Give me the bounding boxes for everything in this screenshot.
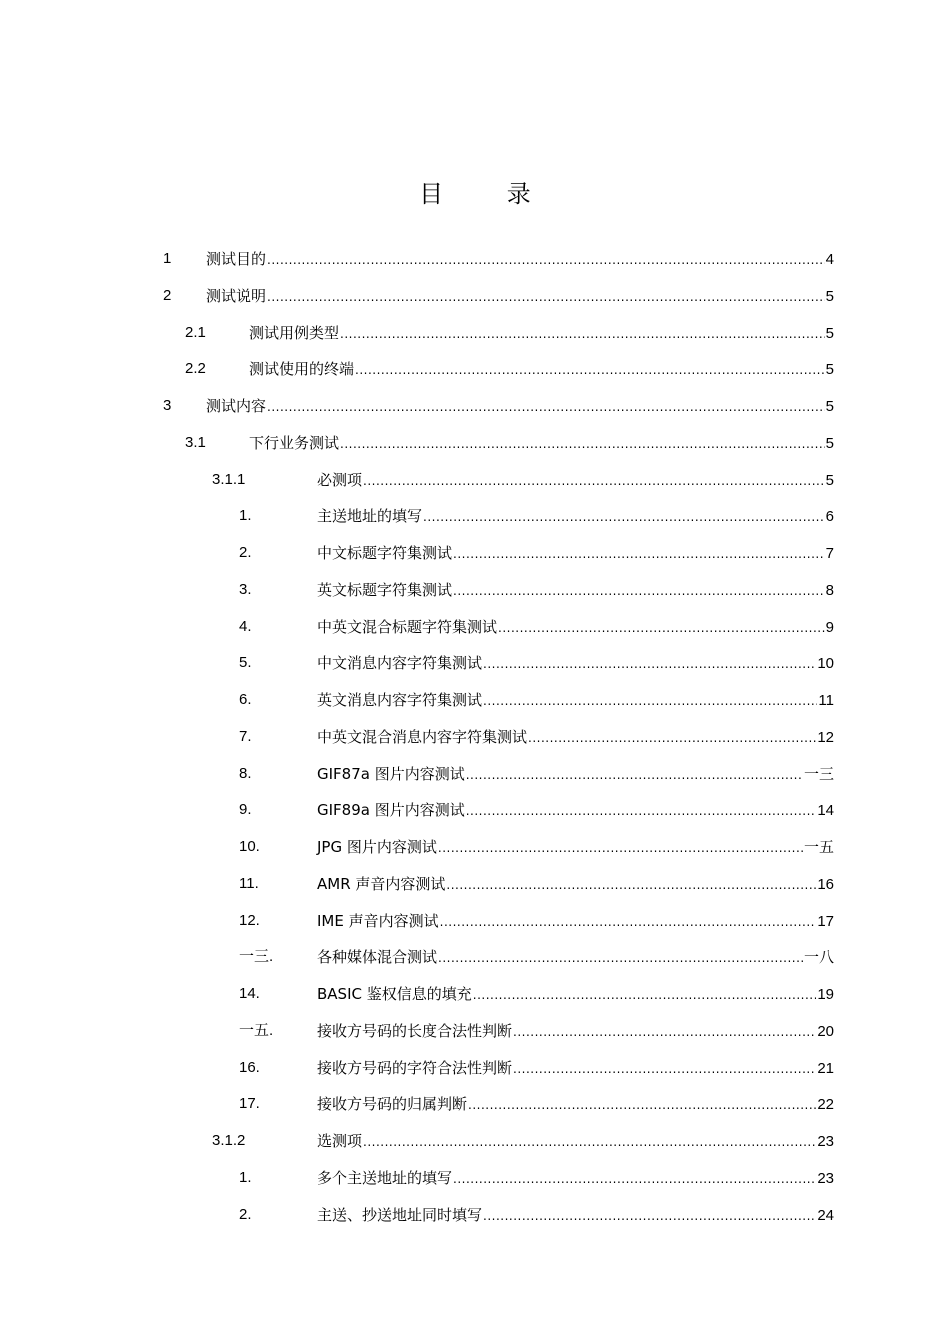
toc-entry-label: 接收方号码的归属判断 [317, 1095, 468, 1114]
toc-entry-page: 8 [825, 581, 834, 599]
dot-leader [267, 251, 825, 269]
toc-entry-label: BASIC 鉴权信息的填充 [317, 985, 472, 1003]
toc-entry-number: 8. [239, 764, 252, 782]
toc-entry[interactable] [0, 791, 950, 828]
toc-entry-link[interactable] [206, 250, 834, 269]
toc-entry-number: 12. [239, 911, 260, 929]
dot-leader [513, 1060, 816, 1078]
toc-entry-label: JPG 图片内容测试 [317, 838, 437, 856]
toc-entry-label: 测试目的 [206, 250, 267, 268]
dot-leader [453, 545, 825, 563]
toc-entry-number: 2.2 [185, 360, 206, 378]
toc-entry-label: AMR 声音内容测试 [317, 874, 446, 893]
toc-entry-link[interactable] [317, 544, 834, 563]
toc-entry-label: 英文消息内容字符集测试 [317, 691, 483, 709]
toc-entry-number: 7. [239, 727, 252, 745]
toc-entry[interactable] [0, 902, 950, 939]
toc-entry-label: 中文标题字符集测试 [317, 544, 453, 562]
toc-entry-number: 3.1.2 [212, 1132, 246, 1149]
toc-entry-link[interactable] [249, 360, 834, 379]
toc-entry[interactable] [0, 608, 950, 645]
dot-leader [423, 508, 825, 526]
toc-entry-page: 5 [825, 324, 834, 342]
dot-leader [363, 472, 825, 490]
toc-entry-number: 6. [239, 691, 252, 708]
toc-entry-page: 6 [825, 508, 834, 526]
toc-entry-link[interactable] [317, 1206, 834, 1225]
toc-entry-link[interactable] [317, 471, 834, 490]
toc-entry-page: 16 [817, 875, 834, 893]
toc-entry-page: 12 [817, 728, 834, 746]
dot-leader [483, 655, 816, 673]
toc-entry[interactable] [0, 718, 950, 755]
toc-entry-page: 5 [825, 471, 834, 489]
dot-leader [498, 619, 825, 637]
toc-entry-link[interactable] [249, 434, 834, 453]
toc-entry-link[interactable] [317, 691, 834, 710]
toc-entry[interactable] [0, 1012, 950, 1049]
toc-entry-label: 接收方号码的长度合法性判断 [317, 1021, 513, 1040]
toc-entry-number: 3. [239, 580, 252, 598]
toc-entry-link[interactable] [317, 507, 834, 526]
page-title: 目 录 [419, 180, 559, 208]
dot-leader [513, 1023, 816, 1041]
toc-entry-number: 一三. [239, 948, 274, 966]
toc-entry-number: 一五. [239, 1021, 274, 1039]
toc-entry-number: 2 [163, 286, 172, 304]
dot-leader [440, 913, 817, 931]
dot-leader [446, 876, 816, 894]
toc-entry-label: 主送、抄送地址同时填写 [317, 1205, 483, 1224]
toc-entry-label: 测试使用的终端 [249, 360, 355, 379]
toc-entry-page: 5 [825, 434, 834, 452]
toc-entry-page: 21 [817, 1059, 834, 1077]
toc-entry-page: 7 [825, 545, 834, 562]
dot-leader [466, 766, 803, 784]
dot-leader [363, 1133, 816, 1151]
toc-entry-link[interactable] [317, 801, 834, 820]
toc-entry[interactable] [0, 387, 950, 424]
toc-entry-page: 23 [817, 1169, 834, 1187]
dot-leader [267, 398, 825, 416]
toc-entry-link[interactable] [206, 287, 834, 306]
toc-entry-link[interactable] [317, 1059, 834, 1078]
toc-entry-link[interactable] [317, 581, 834, 600]
toc-entry-page: 20 [817, 1022, 834, 1040]
toc-entry-page: 一五 [803, 839, 834, 856]
toc-entry-page: 17 [817, 912, 834, 930]
toc-entry-link[interactable] [317, 948, 834, 967]
toc-entry-link[interactable] [317, 765, 834, 784]
toc-entry-label: 中英文混合标题字符集测试 [317, 617, 498, 636]
toc-entry-number: 4. [239, 617, 252, 635]
toc-entry-link[interactable] [317, 1132, 834, 1151]
toc-entry-link[interactable] [317, 912, 834, 931]
toc-entry-number: 2. [239, 544, 252, 561]
toc-entry-page: 9 [825, 618, 834, 636]
toc-entry-page: 14 [817, 802, 834, 820]
toc-entry-link[interactable] [206, 397, 834, 416]
toc-entry-page: 10 [817, 655, 834, 673]
toc-entry[interactable] [0, 865, 950, 902]
dot-leader [340, 435, 825, 453]
toc-entry-page: 23 [817, 1133, 834, 1150]
toc-entry-label: 中英文混合消息内容字符集测试 [317, 727, 528, 746]
toc-entry-link[interactable] [249, 324, 834, 343]
dot-leader [438, 949, 803, 967]
dot-leader [453, 582, 825, 600]
toc-entry[interactable] [0, 1122, 950, 1159]
toc-entry-number: 10. [239, 838, 260, 855]
dot-leader [483, 1207, 816, 1225]
toc-entry-label: 必测项 [317, 470, 363, 489]
toc-entry-page: 一八 [803, 949, 834, 967]
toc-entry[interactable] [0, 828, 950, 865]
toc-entry[interactable] [0, 240, 950, 277]
toc-entry[interactable] [0, 314, 950, 351]
toc-entry[interactable] [0, 1049, 950, 1086]
toc-entry-label: 英文标题字符集测试 [317, 580, 453, 599]
toc-entry[interactable] [0, 938, 950, 975]
toc-entry-label: 测试内容 [206, 397, 267, 415]
dot-leader [340, 325, 825, 343]
toc-entry-label: GIF89a 图片内容测试 [317, 801, 465, 820]
toc-entry-link[interactable] [317, 1095, 834, 1114]
toc-entry[interactable] [0, 571, 950, 608]
toc-entry-page: 24 [817, 1206, 834, 1224]
toc-entry[interactable] [0, 681, 950, 718]
toc-entry-label: 接收方号码的字符合法性判断 [317, 1058, 513, 1077]
dot-leader [468, 1096, 816, 1114]
dot-leader [528, 729, 816, 747]
toc-entry-number: 14. [239, 985, 260, 1002]
dot-leader [267, 288, 825, 306]
toc-entry-number: 2. [239, 1205, 252, 1223]
toc-entry-label: 各种媒体混合测试 [317, 948, 438, 967]
dot-leader [355, 361, 825, 379]
toc-entry[interactable] [0, 424, 950, 461]
toc-entry-number: 3.1.1 [212, 470, 246, 488]
toc-entry-number: 2.1 [185, 323, 206, 341]
toc-entry[interactable] [0, 1159, 950, 1196]
toc-entry[interactable] [0, 975, 950, 1012]
toc-entry-number: 11. [239, 874, 259, 892]
toc-entry-page: 4 [825, 251, 834, 268]
toc-entry-number: 1 [163, 250, 172, 267]
toc-entry-link[interactable] [317, 1169, 834, 1188]
dot-leader [438, 839, 803, 857]
toc-entry-page: 19 [817, 986, 834, 1003]
toc-entry-label: 主送地址的填写 [317, 507, 423, 526]
toc-entry[interactable] [0, 497, 950, 534]
toc-entry-number: 9. [239, 801, 252, 819]
toc-entry-number: 17. [239, 1095, 260, 1113]
toc-entry-number: 3.1 [185, 433, 206, 451]
toc-entry-label: IME 声音内容测试 [317, 911, 439, 930]
toc-entry-number: 16. [239, 1058, 260, 1076]
toc-entry-link[interactable] [317, 654, 834, 673]
toc-entry-page: 5 [825, 287, 834, 305]
toc-entry-link[interactable] [317, 875, 834, 894]
toc-entry-page: 5 [825, 361, 834, 379]
dot-leader [453, 1170, 816, 1188]
toc-entry[interactable] [0, 277, 950, 314]
dot-leader [473, 986, 817, 1004]
toc-entry-label: 多个主送地址的填写 [317, 1168, 453, 1187]
toc-entry-label: 选测项 [317, 1132, 363, 1150]
toc-entry-label: 中文消息内容字符集测试 [317, 654, 483, 673]
toc-entry-link[interactable] [317, 728, 834, 747]
dot-leader [483, 692, 817, 710]
toc-entry-label: 下行业务测试 [249, 433, 340, 452]
toc-entry-link[interactable] [317, 985, 834, 1004]
toc-entry[interactable] [0, 350, 950, 387]
toc-entry[interactable] [0, 461, 950, 498]
toc-entry-link[interactable] [317, 838, 834, 857]
toc-entry[interactable] [0, 1085, 950, 1122]
toc-entry[interactable] [0, 534, 950, 571]
toc-entry[interactable] [0, 644, 950, 681]
table-of-contents [0, 240, 950, 1232]
toc-entry-page: 一三 [803, 765, 834, 783]
toc-entry-number: 3 [163, 397, 172, 414]
toc-entry-page: 11 [818, 692, 834, 709]
toc-entry-link[interactable] [317, 618, 834, 637]
toc-entry[interactable] [0, 1196, 950, 1233]
toc-entry-number: 1. [239, 507, 252, 525]
dot-leader [466, 802, 817, 820]
toc-entry-page: 5 [825, 398, 834, 415]
toc-entry-page: 22 [817, 1096, 834, 1114]
toc-entry-link[interactable] [317, 1022, 834, 1041]
toc-entry-label: 测试说明 [206, 286, 267, 305]
toc-entry[interactable] [0, 755, 950, 792]
toc-entry-label: 测试用例类型 [249, 323, 340, 342]
toc-entry-label: GIF87a 图片内容测试 [317, 764, 465, 783]
toc-entry-number: 5. [239, 654, 252, 672]
toc-entry-number: 1. [239, 1168, 252, 1186]
